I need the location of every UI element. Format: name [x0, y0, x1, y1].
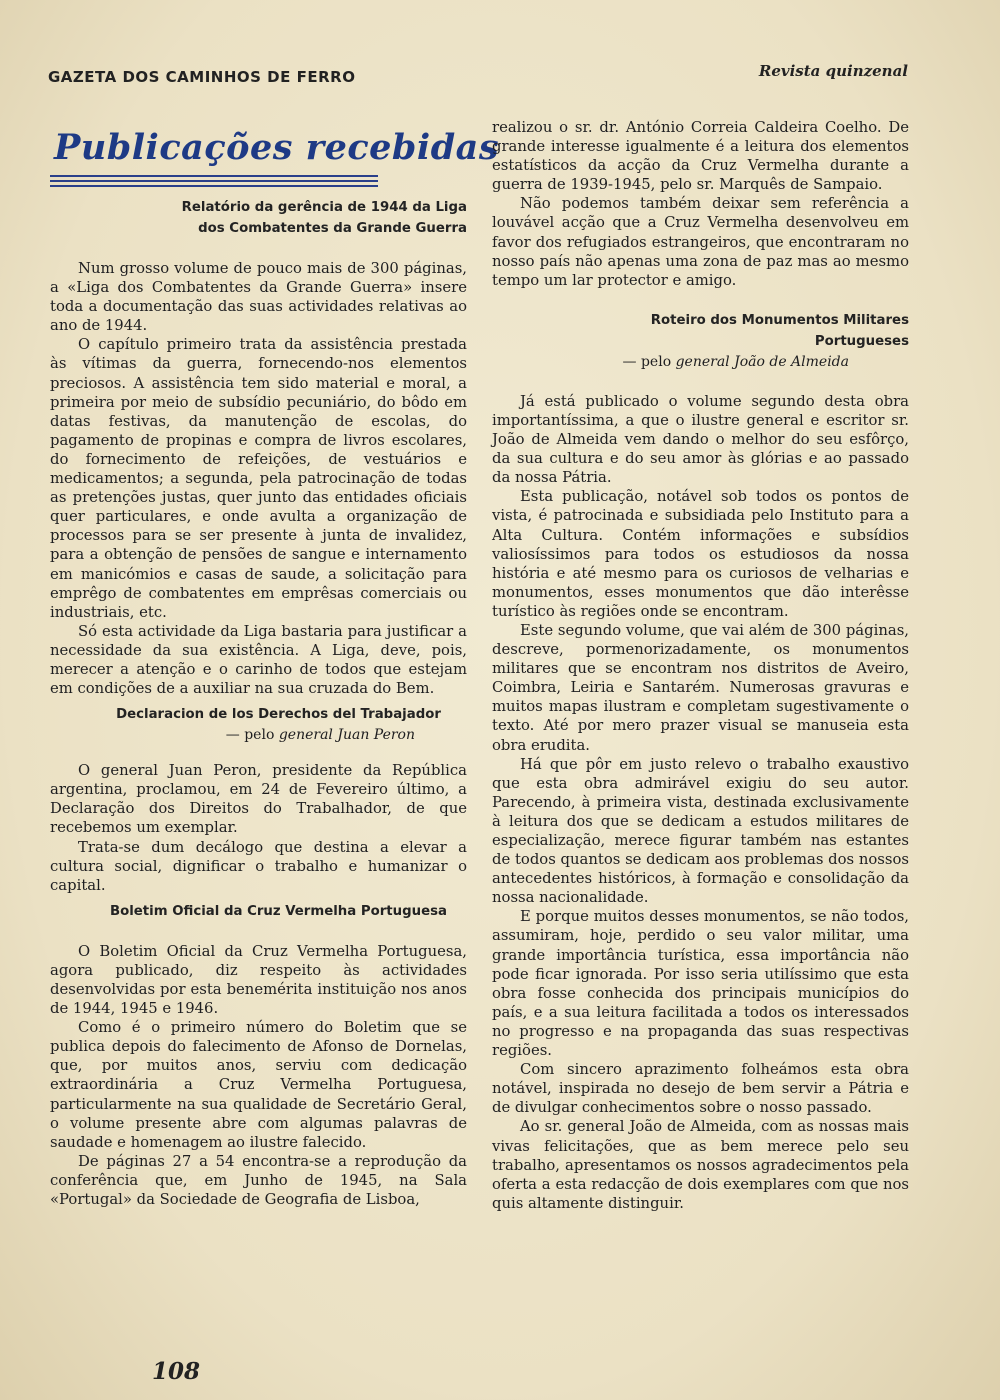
- right-column: [492, 118, 909, 1213]
- article-heading: Declaracion de los Derechos del Trabajador: [116, 707, 441, 723]
- title-rule: [50, 180, 378, 182]
- article-paragraph: Já está publicado o volume segundo desta obra importantíssima, a que o ilustre general e escritor sr. João de Almeida vem dando o melhor do seu esfôrço, da sua cultura e do seu amor às glórias e ao passado da nossa Pátria.: [492, 392, 909, 487]
- heading-line: Relatório da gerência de 1944 da Liga: [181, 200, 467, 215]
- article-paragraph: De páginas 27 a 54 encontra-se a reprodução da conferência que, em Junho de 1945, na Sala «Portugal» da Sociedade de Geografia de Lisboa,: [50, 1152, 467, 1209]
- byline-prefix: — pelo: [225, 727, 279, 744]
- magazine-title: GAZETA DOS CAMINHOS DE FERRO: [48, 68, 356, 86]
- article-paragraph: Com sincero aprazimento folheámos esta obra notável, inspirada no desejo de bem servir a Pátria e de divulgar conhecimentos sobre o nosso passado.: [492, 1061, 909, 1117]
- article-paragraph: Só esta actividade da Liga bastaria para justificar a necessidade da sua existência. A Liga, deve, pois, merecer a atenção e o carinho de todos que estejam em condições de a auxiliar na sua cruzada do Bem.: [50, 622, 467, 698]
- magazine-subtitle: Revista quinzenal: [758, 62, 908, 80]
- article-paragraph: Há que pôr em justo relevo o trabalho exaustivo que esta obra admirável exigiu do seu autor. Parecendo, à primeira vista, destinada exclusivamente à leitura dos que se dedicam a estudos militares de especialização, merece figurar também nas estantes de todos quantos se dedicam aos problemas dos nossos antecedentes históricos, à formação e consolidação da nossa nacionalidade.: [492, 755, 909, 907]
- title-rule: [50, 175, 378, 177]
- heading-line: dos Combatentes da Grande Guerra: [198, 221, 467, 236]
- article-paragraph: Num grosso volume de pouco mais de 300 páginas, a «Liga dos Combatentes da Grande Guerra» insere toda a documentação das suas actividades relativas ao ano de 1944.: [50, 260, 467, 335]
- section-title: Publicações recebidas: [54, 127, 500, 168]
- article-paragraph: realizou o sr. dr. António Correia Caldeira Coelho. De grande interesse igualmente é a leitura dos elementos estatísticos da acção da Cruz Vermelha durante a guerra de 1939-1945, pelo sr. Marquês de Sampaio.: [492, 119, 909, 194]
- page-number: 108: [152, 1358, 201, 1385]
- article-paragraph: Não podemos também deixar sem referência a louvável acção que a Cruz Vermelha desenvolveu em favor dos refugiados estrangeiros, que encontraram no nosso país não apenas uma zona de paz mas ao mesmo tempo um lar protector e amigo.: [492, 195, 909, 289]
- section-title-block: [50, 127, 500, 197]
- title-rule: [50, 185, 378, 187]
- article-paragraph: Ao sr. general João de Almeida, com as nossas mais vivas felicitações, que as bem merece pelo seu trabalho, apresentamos os nossos agradecimentos pela oferta a esta redacção de dois exemplares com que nos quis altamente distinguir.: [492, 1118, 909, 1212]
- byline-prefix: — pelo: [622, 353, 676, 370]
- article-paragraph: Como é o primeiro número do Boletim que se publica depois do falecimento de Afonso de Dornelas, que, por muitos anos, serviu com dedicação extraordinária a Cruz Vermelha Portuguesa, particularmente na sua qualidade de Secretário Geral, o volume presente abre com algumas palavras de saudade e homenagem ao ilustre falecido.: [50, 1019, 467, 1151]
- article-heading: [50, 197, 467, 239]
- title-rules: [50, 175, 378, 190]
- article-paragraph: Esta publicação, notável sob todos os pontos de vista, é patrocinada e subsidiada pelo Instituto para a Alta Cultura. Contém informações e subsídios valiosíssimos para todos os estudiosos da nossa história e até mesmo para os curiosos de velharias e monumentos, esses monumentos que dão interêsse turístico às regiões onde se encontram.: [492, 488, 909, 620]
- article-paragraph: E porque muitos desses monumentos, se não todos, assumiram, hoje, perdido o seu valor militar, uma grande importância turística, essa importância não pode ficar ignorada. Por isso seria utilíssimo que esta obra fosse conhecida dos principais municípios do país, e a sua leitura facilitada a todos os interessados no progresso e na propaganda das suas respectivas regiões.: [492, 908, 909, 1060]
- article-paragraph: O Boletim Oficial da Cruz Vermelha Portuguesa, agora publicado, diz respeito às actividades desenvolvidas por esta benemérita instituição nos anos de 1944, 1945 e 1946.: [50, 942, 467, 1018]
- article-byline: [50, 725, 467, 745]
- byline-author: general João de Almeida: [675, 353, 849, 370]
- article-paragraph: Este segundo volume, que vai além de 300 páginas, descreve, pormenorizadamente, os monumentos militares que se encontram nos distritos de Aveiro, Coimbra, Leiria e Santarém. Numerosas gravuras e muitos mapas ilustram e completam sugestivamente o texto. Até por mero prazer visual se manuseia esta obra erudita.: [492, 621, 909, 754]
- article-byline: [492, 352, 909, 372]
- byline-author: general Juan Peron: [278, 727, 415, 744]
- article-heading: Boletim Oficial da Cruz Vermelha Portuguesa: [109, 903, 448, 919]
- article-paragraph: Trata-se dum decálogo que destina a elevar a cultura social, dignificar o trabalho e humanizar o capital.: [50, 838, 467, 894]
- article-heading: Roteiro dos Monumentos Militares Portugueses: [650, 312, 909, 349]
- article-paragraph: O general Juan Peron, presidente da República argentina, proclamou, em 24 de Fevereiro último, a Declaração dos Direitos do Trabalhador, de que recebemos um exemplar.: [50, 762, 467, 837]
- left-column: [50, 127, 500, 1209]
- article-paragraph: O capítulo primeiro trata da assistência prestada às vítimas da guerra, fornecendo-nos elementos preciosos. A assistência tem sido material e moral, a primeira por meio de subsídio pecuniário, do bôdo em datas festivas, da manutenção de escolas, do pagamento de propinas e compra de livros escolares, do fornecimento de refeições, de vestuários e medicamentos; a segunda, pela patrocinação de todas as pretenções justas, quer junto das entidades oficiais quer particulares, e onde avulta a organização de processos para se ser presente à junta de invalidez, para a obtenção de pensões de sangue e internamento em manicómios e casas de saude, a solicitação para emprêgo de combatentes em emprêsas comerciais ou industriais, etc.: [50, 336, 467, 621]
